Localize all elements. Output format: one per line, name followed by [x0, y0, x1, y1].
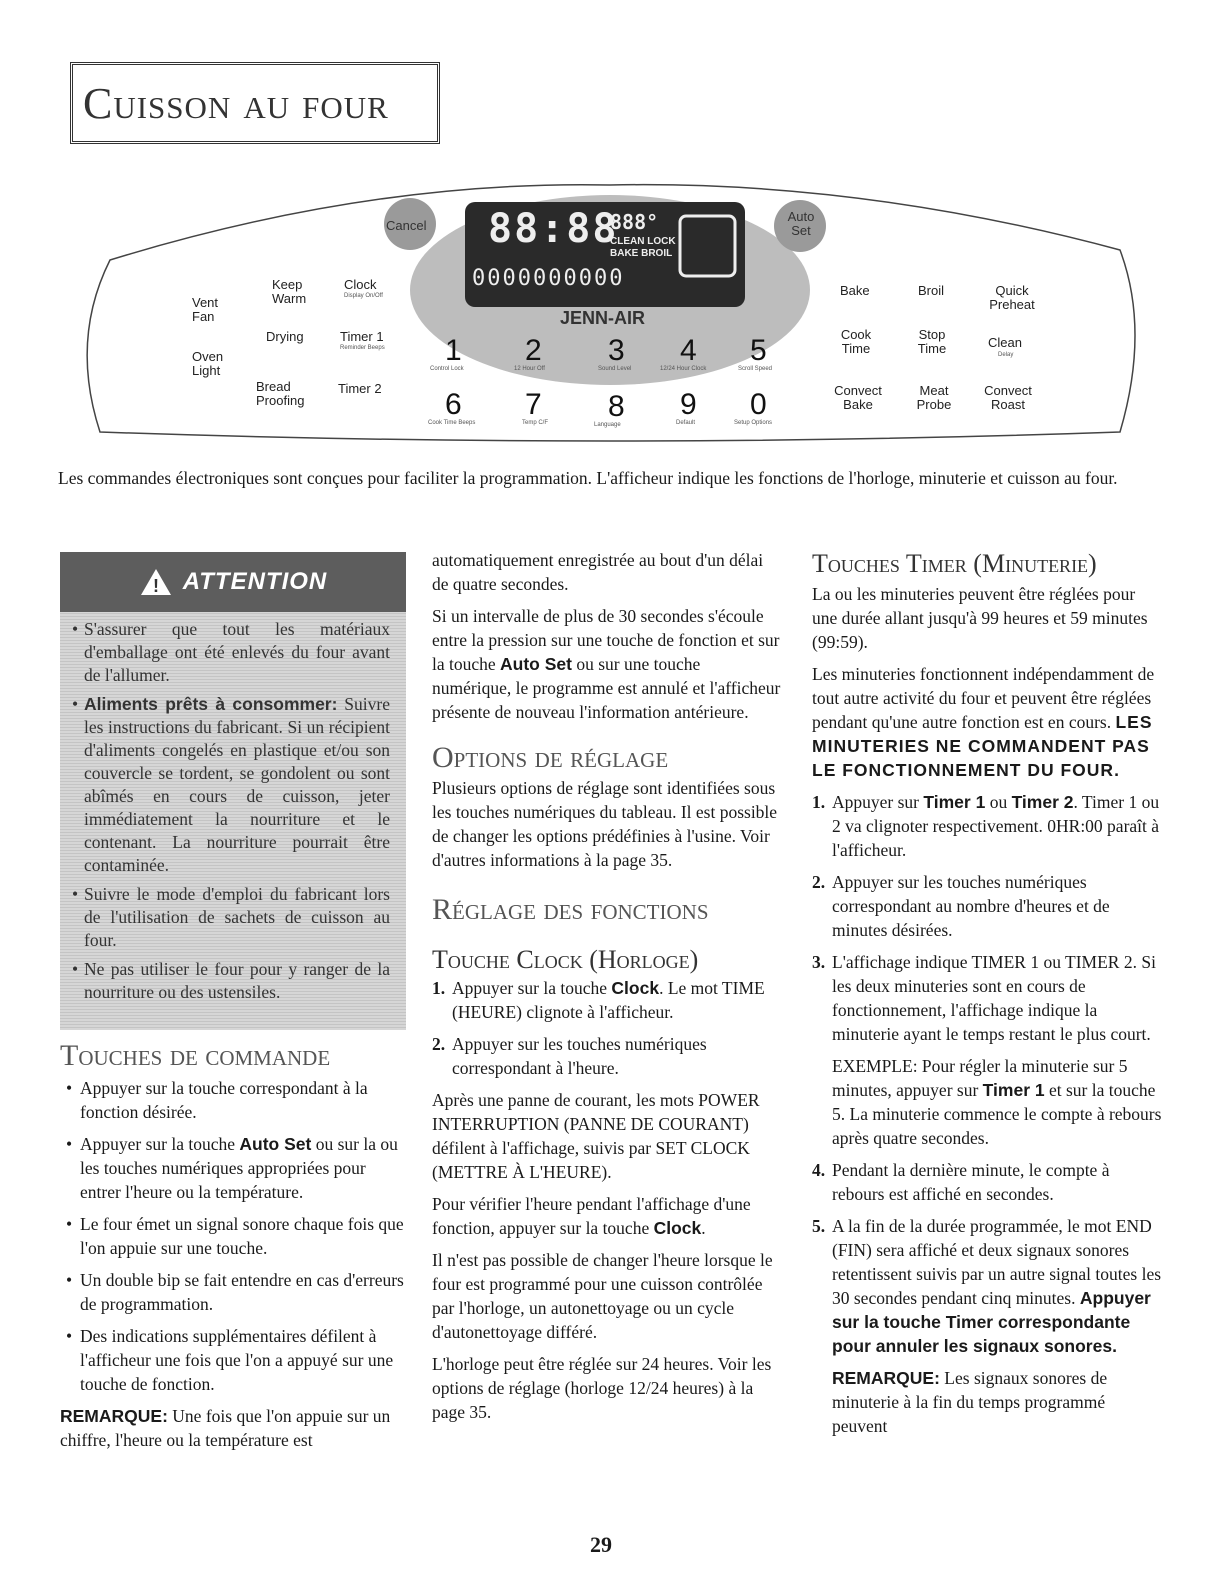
cancel-button[interactable]: Cancel [386, 218, 427, 233]
key-2-sub: 12 Hour Off [514, 366, 545, 372]
key-9-sub: Default [676, 420, 696, 426]
paragraph: La ou les minuteries peuvent être réglées pour une durée allant jusqu'à 99 heures et 59 minutes (99:59). [812, 584, 1148, 652]
key-4-sub: 12/24 Hour Clock [660, 366, 707, 372]
key-6-sub: Cook Time Beeps [428, 420, 476, 426]
key-8[interactable]: 8 [608, 390, 625, 423]
section-heading: Touches Timer (Minuterie) [812, 549, 1097, 578]
section-heading: Touches de commande [60, 1039, 331, 1072]
key-1[interactable]: 1 [445, 334, 462, 367]
paragraph: Pour vérifier l'heure pendant l'affichage d'une fonction, appuyer sur la touche Clock. [432, 1194, 751, 1238]
example-paragraph: EXEMPLE: Pour régler la minuterie sur 5 minutes, appuyer sur Timer 1 et sur la touche 5. La minuterie commence le compte à rebours après quatre secondes. [832, 1056, 1162, 1148]
paragraph: L'horloge peut être réglée sur 24 heures. Voir les options de réglage (horloge 12/24 heures) à la page 35. [432, 1354, 772, 1422]
attention-banner [60, 552, 406, 612]
key-6[interactable]: 6 [445, 388, 462, 421]
attention-item [84, 693, 390, 877]
clock-steps [432, 976, 782, 1080]
display-temperature: 888° [610, 210, 659, 234]
key-8-sub: Language [594, 422, 621, 428]
timer1-button[interactable]: Timer 1 [340, 329, 384, 344]
note-paragraph: REMARQUE: Les signaux sonores de minuterie à la fin du temps programmé peuvent [832, 1368, 1108, 1436]
key-0[interactable]: 0 [750, 388, 767, 421]
attention-item-text: Suivre les instructions du fabricant. Si un récipient d'aliments congelés en plastique et/ou son couvercle se tordent, se gondolent ou sont abîmés en cours de cuisson, jeter immédiatement la nourriture et le contenant. La nourriture pourrait être contaminée. [84, 694, 390, 875]
list-item: • Des indications supplémentaires défilent à l'afficheur une fois que l'on a appuyé sur une touche de fonction. [80, 1324, 410, 1396]
key-2[interactable]: 2 [525, 334, 542, 367]
brand-logo: JENN-AIR [560, 308, 646, 328]
section-heading: Options de réglage [432, 741, 669, 774]
quick-preheat-button[interactable]: Quick Preheat [989, 283, 1035, 312]
paragraph: Il n'est pas possible de changer l'heure lorsque le four est programmé pour une cuisson contrôlée par l'horloge, un autonettoyage ou un cycle d'autonettoyage différé. [432, 1250, 773, 1342]
intro-paragraph: Les commandes électroniques sont conçues pour faciliter la programmation. L'afficheur indique les fonctions de l'horloge, minuterie et cuisson au four. [58, 468, 1118, 488]
column-2 [432, 548, 782, 1432]
key-5[interactable]: 5 [750, 334, 767, 367]
display-segments: 0000000000 [472, 266, 625, 291]
paragraph: Les minuteries fonctionnent indépendamment de tout autre activité du four et peuvent être réglées pendant qu'une autre fonction est en cours. LES MINUTERIES NE COMMANDENT PAS LE FONCTIONNEMENT DU FOUR. [812, 664, 1155, 780]
note-paragraph: REMARQUE: Une fois que l'on appuie sur un chiffre, l'heure ou la température est [60, 1406, 391, 1450]
key-3-sub: Sound Level [598, 366, 632, 372]
clean-button[interactable]: Clean [988, 335, 1022, 350]
clean-sub: Delay [998, 352, 1014, 358]
convect-bake-button[interactable]: Convect Bake [834, 383, 882, 412]
column-3 [812, 549, 1162, 1446]
keep-warm-button[interactable]: Keep Warm [272, 277, 307, 306]
attention-title: ATTENTION [182, 568, 328, 595]
page-title: Cuisson au four [83, 78, 389, 128]
paragraph: Après une panne de courant, les mots POWER INTERRUPTION (PANNE DE COURANT) défilent à l'affichage, suivis par SET CLOCK (METTRE À L'HEURE). [432, 1090, 760, 1182]
attention-list [60, 618, 406, 1004]
key-1-sub: Control Lock [430, 366, 464, 372]
timer-steps [812, 790, 1162, 1438]
meat-probe-button[interactable]: Meat Probe [916, 383, 952, 412]
attention-item-bold: Aliments prêts à consommer: [84, 694, 338, 714]
list-item: 3. L'affichage indique TIMER 1 ou TIMER 2. Si les deux minuteries sont en cours de fonctionnement, l'affichage indique la minuterie ayant le temps restant le plus court. EXEMPLE: Pour régler la minuterie sur 5 minutes, appuyer sur Timer 1 et sur la touche 5. La minuterie commence le compte à rebours après quatre secondes. [812, 952, 1162, 1148]
bake-button[interactable]: Bake [840, 283, 870, 298]
vent-fan-button[interactable]: Vent Fan [192, 295, 219, 324]
warning-icon [139, 567, 173, 597]
list-item: 2. Appuyer sur les touches numériques correspondant à l'heure. [432, 1034, 707, 1078]
list-item: • Le four émet un signal sonore chaque fois que l'on appuie sur une touche. [80, 1212, 410, 1260]
auto-set-button[interactable]: Auto Set [787, 209, 815, 238]
key-7-sub: Temp C/F [522, 420, 549, 426]
cook-time-button[interactable]: Cook Time [840, 327, 872, 356]
paragraph: Plusieurs options de réglage sont identifiées sous les touches numériques du tableau. Il est possible de changer les options prédéfinies à l'usine. Voir d'autres informations à la page 35. [432, 778, 778, 870]
paragraph: Si un intervalle de plus de 30 secondes s'écoule entre la pression sur une touche de fonction et sur la touche Auto Set ou sur une touche numérique, le programme est annulé et l'afficheur présente de nouveau l'information antérieure. [432, 606, 781, 722]
key-3[interactable]: 3 [608, 334, 625, 367]
list-item: 5. A la fin de la durée programmée, le mot END (FIN) sera affiché et deux signaux sonores retentissent suivis par un autre signal toutes les 30 secondes pendant cinq minutes. Appuyer sur la touche Timer correspondante pour annuler les signaux sonores. REMARQUE: Les signaux sonores de minuterie à la fin du temps programmé peuvent [812, 1216, 1162, 1436]
clock-button[interactable]: Clock [344, 277, 377, 292]
page-number: 29 [590, 1532, 612, 1557]
list-item: 2. Appuyer sur les touches numériques correspondant au nombre d'heures et de minutes désirées. [812, 872, 1110, 940]
convect-roast-button[interactable]: Convect Roast [984, 383, 1032, 412]
timer2-button[interactable]: Timer 2 [338, 381, 382, 396]
attention-item: • Suivre le mode d'emploi du fabricant lors de l'utilisation de sachets de cuisson au four. [84, 883, 390, 952]
page-title-box [70, 62, 440, 144]
list-item: • Appuyer sur la touche Auto Set ou sur la ou les touches numériques appropriées pour entrer l'heure ou la température. [80, 1132, 410, 1204]
control-panel [70, 180, 1150, 442]
key-0-sub: Setup Options [734, 420, 773, 426]
attention-item: • Ne pas utiliser le four pour y ranger de la nourriture ou des ustensiles. [84, 958, 390, 1004]
timer1-sub: Reminder Beeps [340, 345, 385, 351]
key-4[interactable]: 4 [680, 334, 697, 367]
key-7[interactable]: 7 [525, 388, 542, 421]
section-heading: Réglage des fonctions [432, 893, 709, 926]
clock-sub: Display On/Off [344, 293, 383, 299]
broil-button[interactable]: Broil [918, 283, 945, 298]
drying-button[interactable]: Drying [266, 329, 304, 344]
column-1 [60, 1039, 410, 1460]
list-item: 4. Pendant la dernière minute, le compte à rebours est affiché en secondes. [812, 1160, 1110, 1204]
attention-item: • S'assurer que tout les matériaux d'emballage ont été enlevés du four avant de l'allumer. [84, 618, 390, 687]
display-status-1: CLEAN LOCK [610, 236, 676, 247]
display-digits: 88:88 [488, 206, 619, 252]
subsection-heading: Touche Clock (Horloge) [432, 945, 699, 974]
list-item: 1. Appuyer sur Timer 1 ou Timer 2. Timer 1 ou 2 va clignoter respectivement. 0HR:00 paraît à l'afficheur. [812, 792, 1160, 860]
list-item: 1. Appuyer sur la touche Clock. Le mot TIME (HEURE) clignote à l'afficheur. [432, 978, 765, 1022]
commande-list [60, 1076, 410, 1396]
attention-box [60, 552, 406, 1030]
paragraph: automatiquement enregistrée au bout d'un délai de quatre secondes. [432, 550, 764, 594]
list-item: • Un double bip se fait entendre en cas d'erreurs de programmation. [80, 1268, 410, 1316]
key-9[interactable]: 9 [680, 388, 697, 421]
stop-time-button[interactable]: Stop Time [917, 327, 947, 356]
oven-light-button[interactable]: Oven Light [192, 349, 224, 378]
list-item: • Appuyer sur la touche correspondant à la fonction désirée. [80, 1076, 410, 1124]
key-5-sub: Scroll Speed [738, 366, 773, 372]
bread-proofing-button[interactable]: Bread Proofing [256, 379, 305, 408]
svg-text:!: ! [152, 576, 159, 596]
display-status-2: BAKE BROIL [610, 248, 673, 259]
